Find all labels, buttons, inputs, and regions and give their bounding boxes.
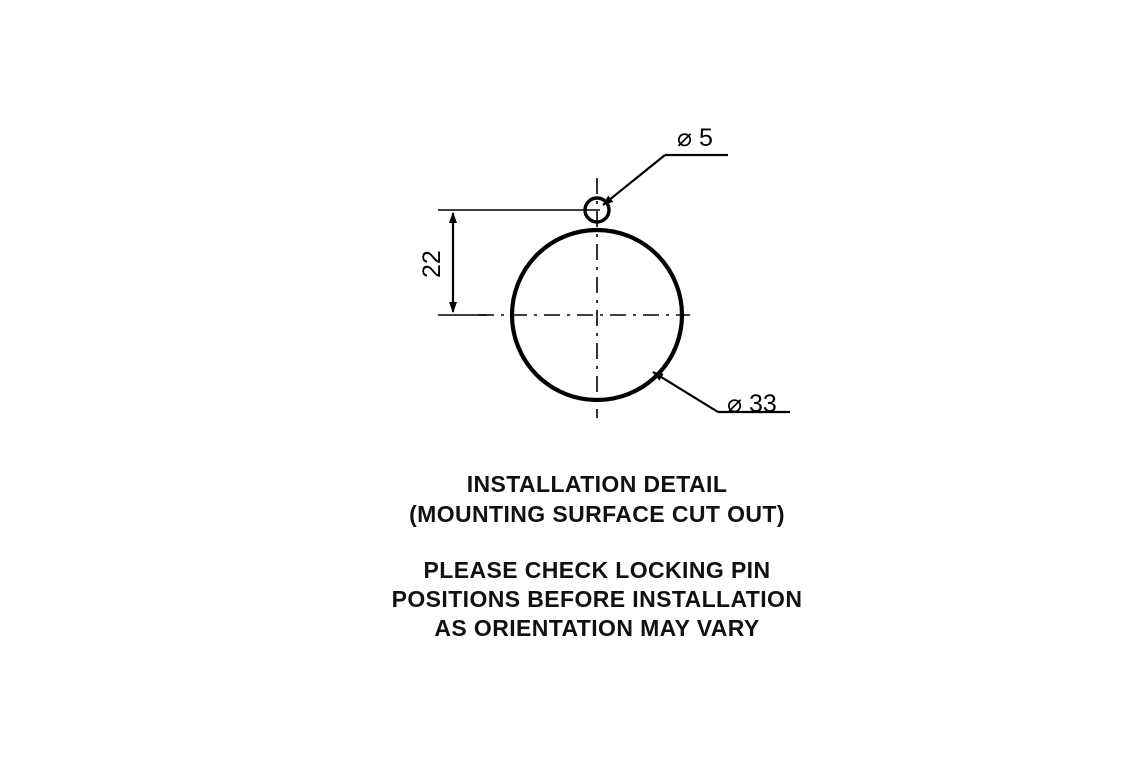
pin-diameter-callout xyxy=(603,124,728,205)
center-distance-dimension xyxy=(418,210,600,315)
main-diameter-label: ⌀ 33 xyxy=(727,390,777,418)
caption-block xyxy=(392,471,803,641)
main-diameter-callout xyxy=(653,372,790,418)
drawing-subtitle: (MOUNTING SURFACE CUT OUT) xyxy=(409,501,785,527)
pin-diameter-leader-line xyxy=(603,155,665,205)
main-diameter-leader-line xyxy=(653,372,718,412)
pin-diameter-label: ⌀ 5 xyxy=(677,124,713,152)
drawing-title: INSTALLATION DETAIL xyxy=(466,471,728,497)
note-line-2: POSITIONS BEFORE INSTALLATION xyxy=(391,586,803,612)
center-distance-label: 22 xyxy=(418,250,446,278)
note-line-1: PLEASE CHECK LOCKING PIN xyxy=(423,557,771,583)
note-line-3: AS ORIENTATION MAY VARY xyxy=(434,615,760,641)
